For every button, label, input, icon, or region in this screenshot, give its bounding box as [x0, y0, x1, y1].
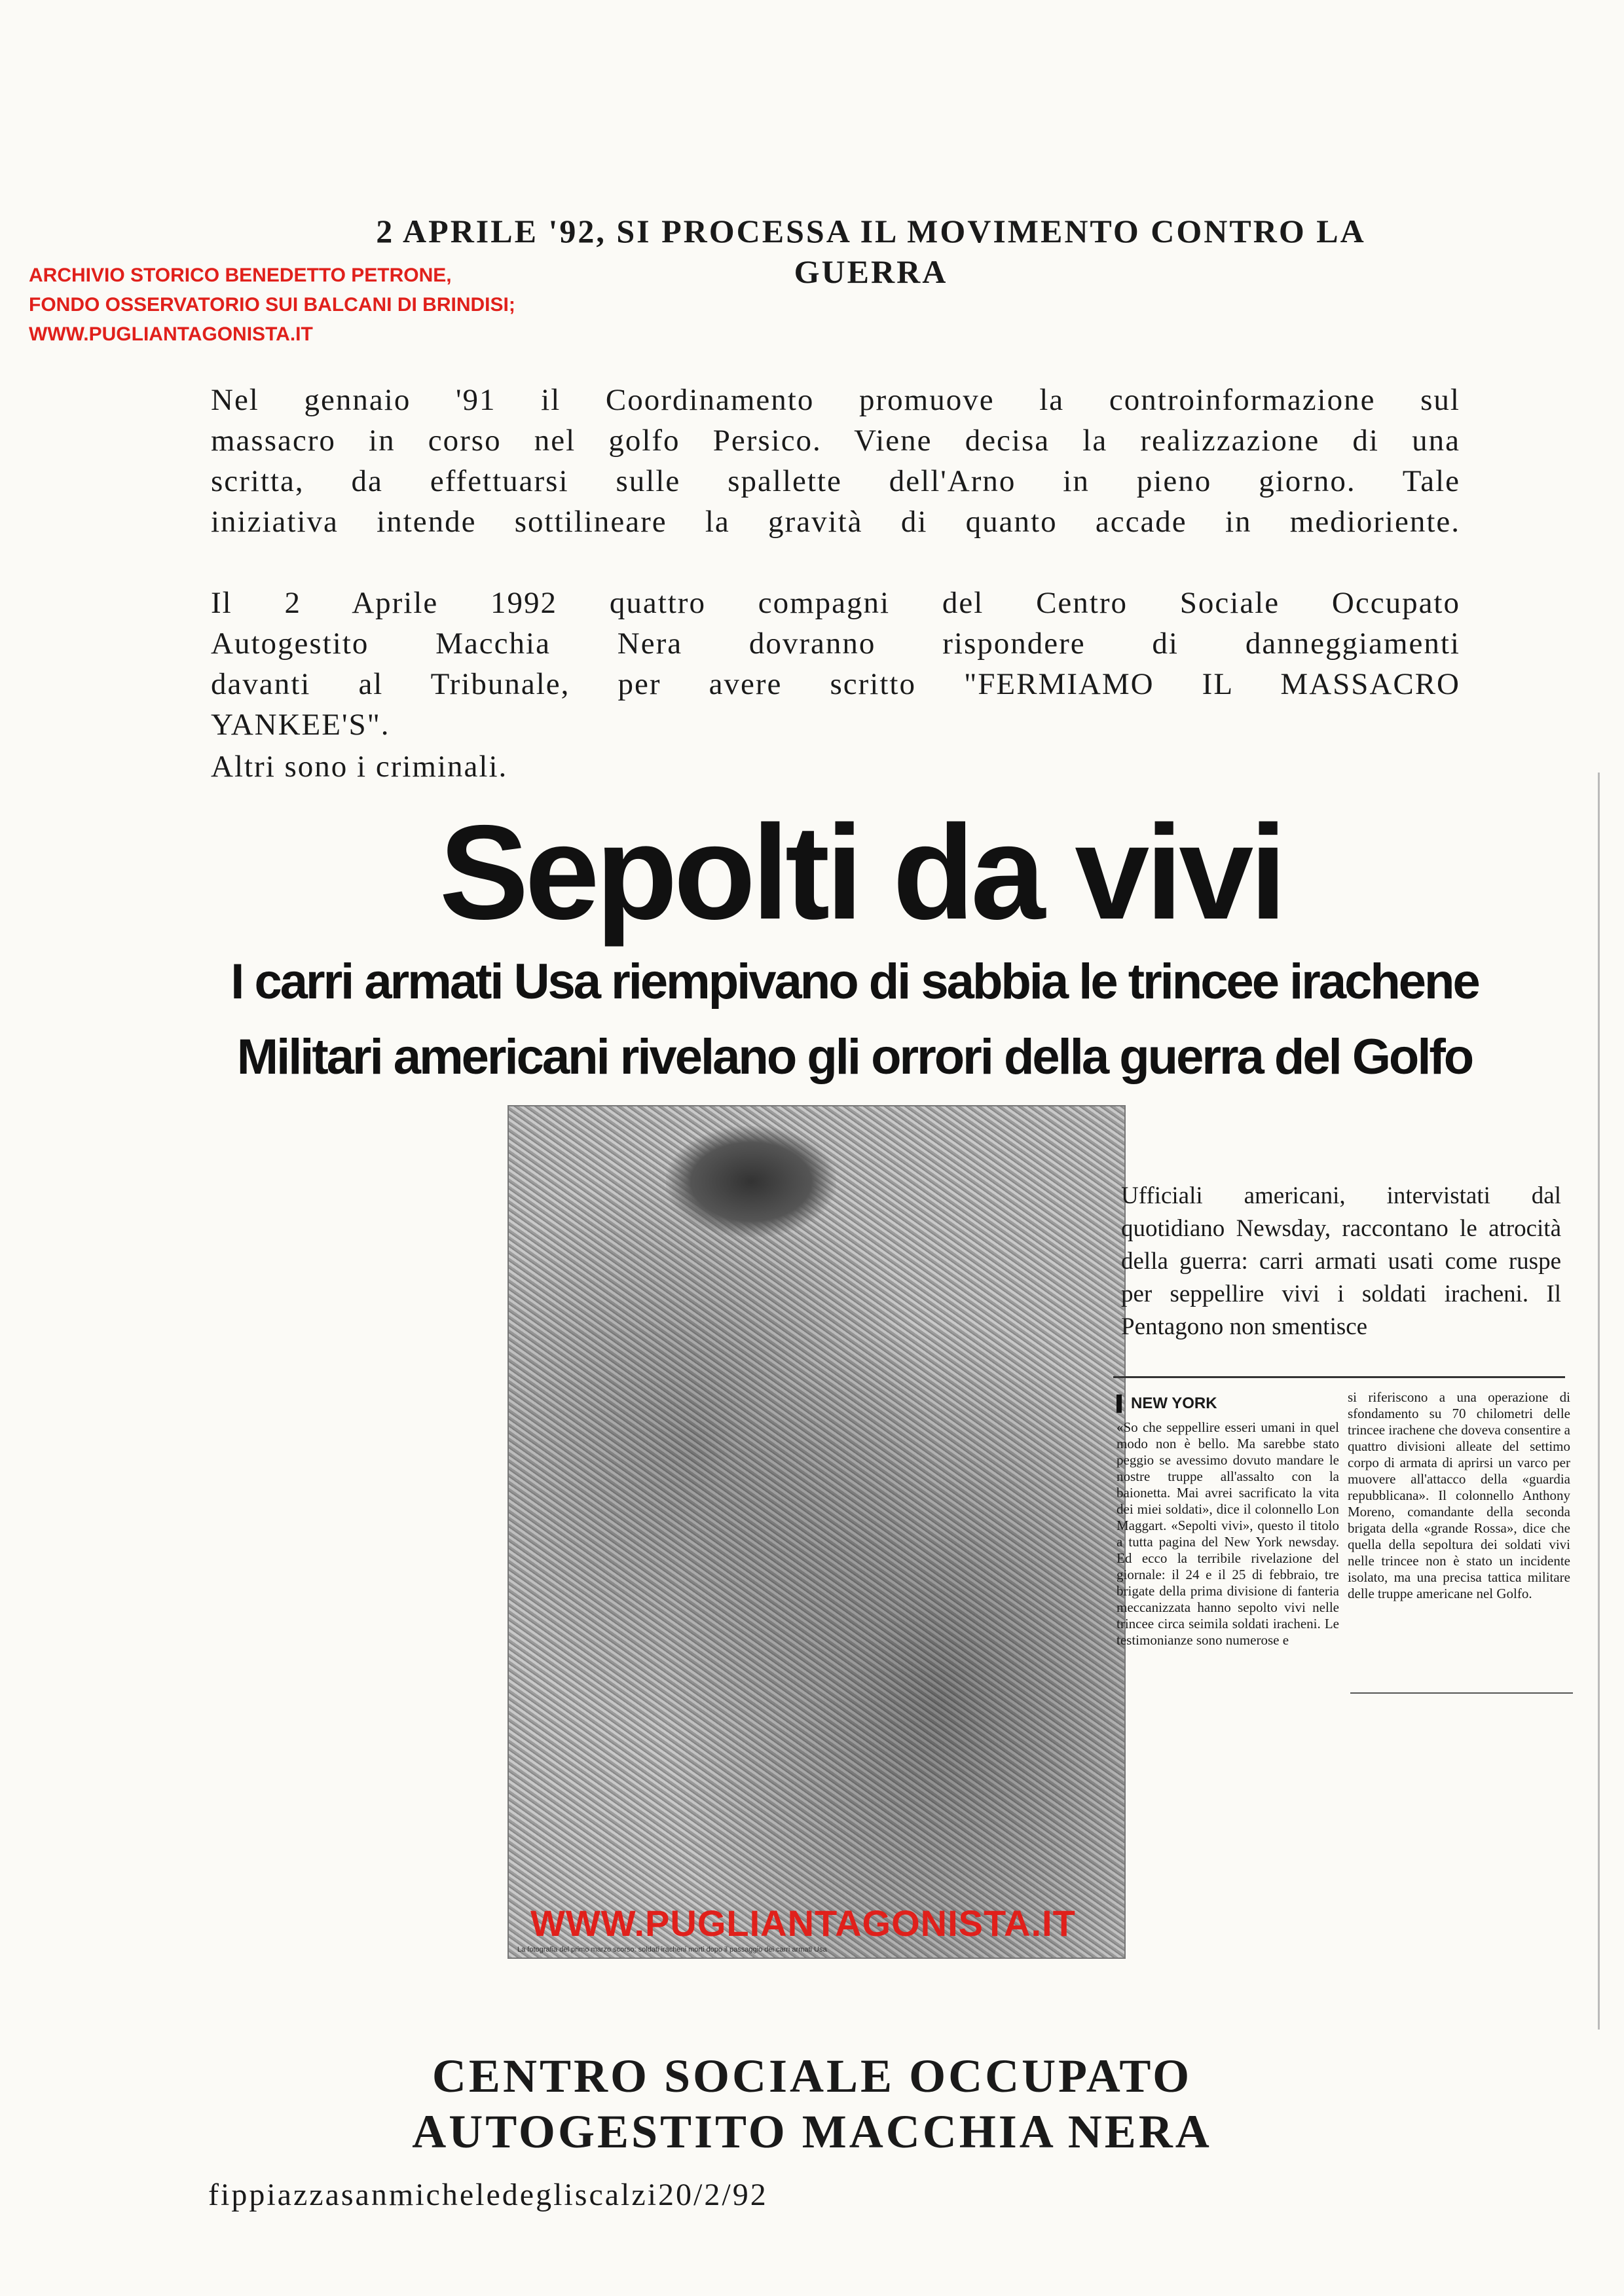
article-column-2: si riferiscono a una operazione di sfondamento su 70 chilometri delle trincee irachene che doveva consentire a quattro divisioni alleate del settimo corpo di armata di aprirsi un varco per muovere all'attacco della «guardia repubblicana». Il colonnello Anthony Moreno, comandante della seconda brigata della «grande Rossa», dice che quella della sepoltura dei soldati vivi nelle trincee non è stato un incidente isolato, ma una precisa tattica militare delle truppe americane nel Golfo. [1348, 1389, 1570, 1601]
paragraph-2 [211, 583, 1460, 745]
paragraph-1-line: scritta, da effettuarsi sulle spallette dell'Arno in pieno giorno. Tale [211, 464, 1460, 498]
photo-caption: La fotografia del primo marzo scorso: soldati iracheni morti dopo il passaggio dei carri armati Usa [517, 1946, 827, 1954]
paragraph-1-line: Nel gennaio '91 il Coordinamento promuove la controinformazione sul [211, 383, 1460, 417]
archive-stamp-line-3: WWW.PUGLIANTAGONISTA.IT [29, 323, 313, 345]
clipping-subhead-1: I carri armati Usa riempivano di sabbia le trincee irachene [231, 954, 1479, 1010]
paragraph-2-line: Autogestito Macchia Nera dovranno rispondere di danneggiamenti [211, 627, 1460, 661]
footer-line-1: CENTRO SOCIALE OCCUPATO [432, 2050, 1192, 2102]
signature: fippiazzasanmicheledegliscalzi20/2/92 [208, 2178, 768, 2212]
paragraph-1-line: iniziativa intende sottilineare la gravità di quanto accade in medioriente. [211, 505, 1460, 539]
tank-image [666, 1126, 836, 1237]
divider [1350, 1692, 1573, 1694]
clipping-intro: Ufficiali americani, intervistati dal quotidiano Newsday, raccontano le atrocità della guerra: carri armati usati come ruspe per seppellire vivi i soldati iracheni. Il Pentagono non smentisce [1121, 1182, 1561, 1340]
archive-stamp-line-2: FONDO OSSERVATORIO SUI BALCANI DI BRINDISI; [29, 294, 515, 316]
paragraph-3: Altri sono i criminali. [211, 750, 508, 784]
clipping-subhead-2: Militari americani rivelano gli orrori della guerra del Golfo [236, 1029, 1473, 1085]
archive-stamp [29, 261, 515, 349]
paragraph-2-line: davanti al Tribunale, per avere scritto "FERMIAMO IL MASSACRO [211, 667, 1460, 701]
title-line-1: 2 APRILE '92, SI PROCESSA IL MOVIMENTO CONTRO LA [376, 213, 1366, 249]
paragraph-2-line: Il 2 Aprile 1992 quattro compagni del Centro Sociale Occupato [211, 586, 1460, 620]
page-edge [1598, 773, 1600, 2030]
watermark: WWW.PUGLIANTAGONISTA.IT [530, 1903, 1076, 1944]
article-column-1: «So che seppellire esseri umani in quel modo non è bello. Ma sarebbe stato peggio se avessimo dovuto mandare le nostre truppe all'assalto con la baionetta. Mai avrei sacrificato la vita dei miei soldati», dice il colonnello Lon Maggart. «Sepolti vivi», questo il titolo a tutta pagina del New York newsday. Ed ecco la terribile rivelazione del giornale: il 24 e il 25 di febbraio, tre brigate della prima divisione di fanteria meccanizzata hanno sepolto vivi nelle trincee circa seimila soldati iracheni. Le testimonianze sono numerose e [1116, 1419, 1339, 1648]
paragraph-1 [211, 380, 1460, 542]
paragraph-1-line: massacro in corso nel golfo Persico. Viene decisa la realizzazione di una [211, 424, 1460, 458]
archive-stamp-line-1: ARCHIVIO STORICO BENEDETTO PETRONE, [29, 264, 452, 286]
clipping-photo [507, 1105, 1126, 1959]
divider [1113, 1376, 1565, 1378]
dateline: NEW YORK [1116, 1394, 1217, 1413]
title-line-2: GUERRA [794, 253, 948, 290]
footer-line-2: AUTOGESTITO MACCHIA NERA [412, 2105, 1212, 2158]
paragraph-2-line: YANKEE'S". [211, 708, 390, 742]
clipping-headline: Sepolti da vivi [439, 797, 1283, 947]
